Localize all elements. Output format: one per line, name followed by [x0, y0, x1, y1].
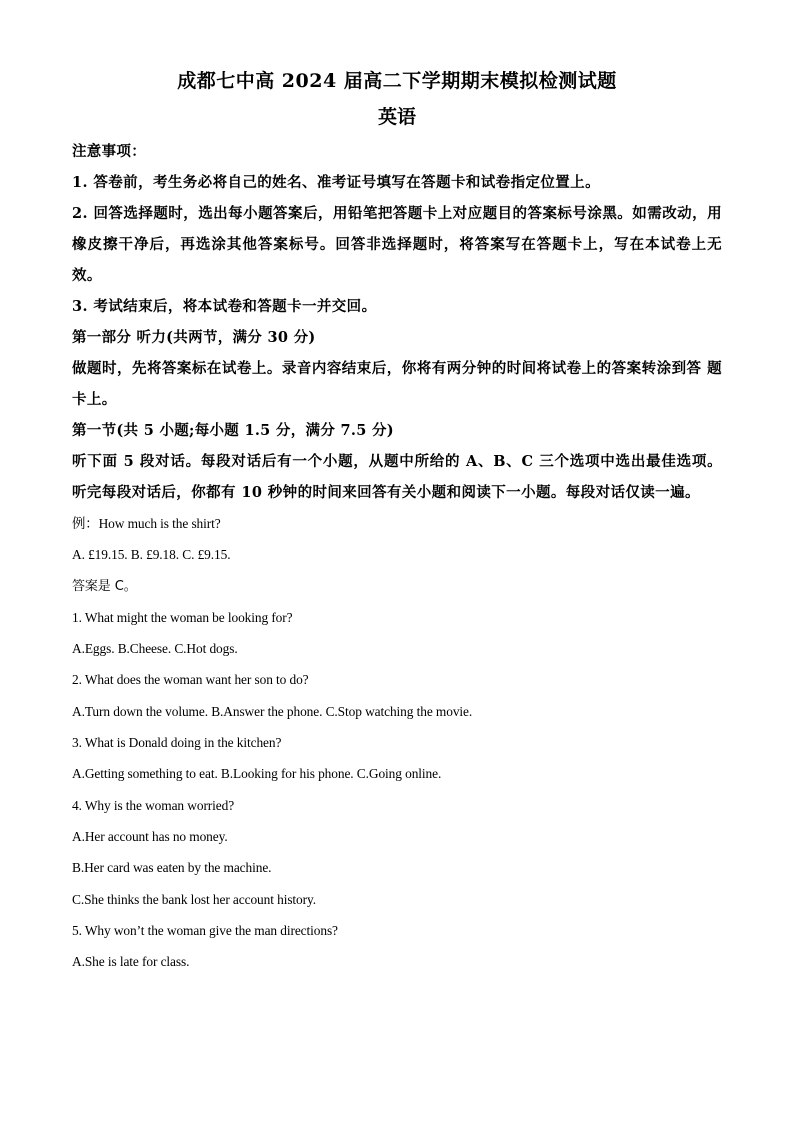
part1-heading: 第一部分 听力(共两节，满分 30 分): [72, 329, 316, 346]
note-item-1: 1. 答卷前，考生务必将自己的姓名、准考证号填写在答题卡和试卷指定位置上。: [72, 174, 600, 191]
example-question: 例：How much is the shirt?: [72, 516, 221, 531]
question-4-option-c: C.She thinks the bank lost her account history.: [72, 891, 316, 907]
example-answer: 答案是 C。: [72, 578, 137, 594]
question-3: 3. What is Donald doing in the kitchen?: [72, 735, 282, 751]
question-5: 5. Why won’t the woman give the man directions?: [72, 922, 338, 938]
note-item-3: 3. 考试结束后，将本试卷和答题卡一并交回。: [72, 298, 377, 315]
question-4: 4. Why is the woman worried?: [72, 797, 235, 813]
question-1: 1. What might the woman be looking for?: [72, 609, 293, 625]
exam-subject: 英语: [377, 106, 416, 128]
question-2: 2. What does the woman want her son to do?: [72, 672, 309, 688]
question-2-options: A.Turn down the volume. B.Answer the phone. C.Stop watching the movie.: [72, 703, 473, 719]
note-item-2: 2. 回答选择题时，选出每小题答案后，用铅笔把答题卡上对应题目的答案标号涂黑。如需改动，用橡皮擦干净后，再选涂其他答案标号。回答非选择题时，将答案写在答题卡上，写在本试卷上无效。: [72, 205, 722, 284]
section1-heading: 第一节(共 5 小题;每小题 1.5 分，满分 7.5 分): [72, 422, 394, 439]
notes-heading: 注意事项：: [72, 143, 146, 160]
example-options: A. £19.15. B. £9.18. C. £9.15.: [72, 547, 231, 563]
section1-instruction: 听下面 5 段对话。每段对话后有一个小题，从题中所给的 A、B、C 三个选项中选出最佳选项。 听完每段对话后，你都有 10 秒钟的时间来回答有关小题和阅读下一小题。每段对话仅读一遍。: [72, 453, 722, 501]
question-4-option-b: B.Her card was eaten by the machine.: [72, 860, 272, 876]
question-3-options: A.Getting something to eat. B.Looking for his phone. C.Going online.: [72, 766, 442, 782]
question-5-option-a: A.She is late for class.: [72, 954, 190, 970]
question-1-options: A.Eggs. B.Cheese. C.Hot dogs.: [72, 641, 238, 657]
part1-instruction: 做题时，先将答案标在试卷上。录音内容结束后，你将有两分钟的时间将试卷上的答案转涂到答 题卡上。: [72, 360, 722, 408]
question-4-option-a: A.Her account has no money.: [72, 828, 228, 844]
exam-title: 成都七中高 2024 届高二下学期期末模拟检测试题: [177, 70, 617, 92]
